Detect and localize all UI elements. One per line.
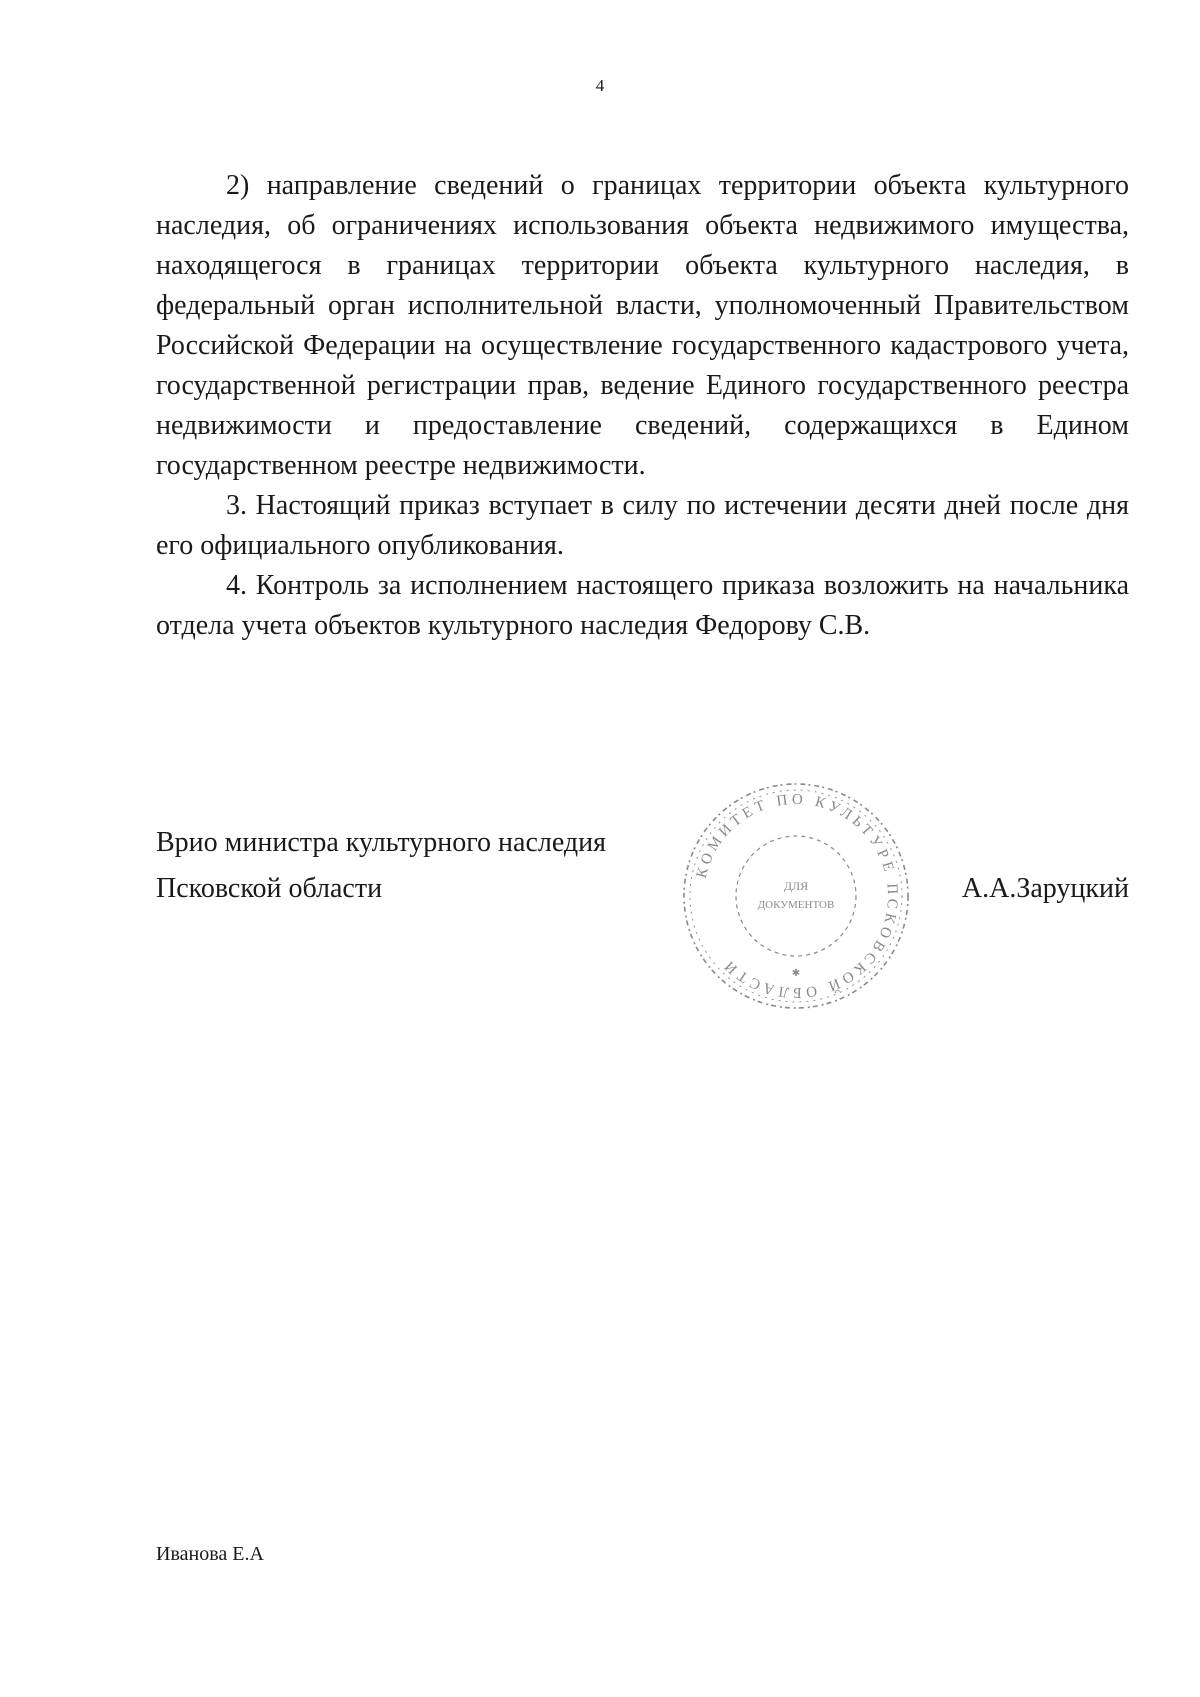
paragraph-item-2: 2) направление сведений о границах территории объекта культурного наследия, об ограничениях использования объекта недвижимого имущества, находящегося в границах территории объекта культурного наследия, в федеральный орган исполнительной власти, уполномоченный Правительством Российской Федерации на осуществление государственного кадастрового учета, государственной регистрации прав, ведение Единого государственного реестра недвижимости и предоставление сведений, содержащихся в Едином государственном реестре недвижимости. <box>156 170 1129 481</box>
signer-name: А.А.Заруцкий <box>961 873 1129 904</box>
official-seal-stamp <box>676 776 916 1016</box>
paragraph-item-4: 4. Контроль за исполнением настоящего приказа возложить на начальника отдела учета объектов культурного наследия Федорову С.В. <box>156 570 1129 641</box>
signer-position-line-1: Врио министра культурного наследия <box>156 827 607 858</box>
seal-center-line-1: ДЛЯ <box>783 879 809 893</box>
paragraph-item-3: 3. Настоящий приказ вступает в силу по истечении десяти дней после дня его официального опубликования. <box>156 490 1129 561</box>
executor-name: Иванова Е.А <box>156 1543 264 1565</box>
signature-block <box>156 820 1129 950</box>
signer-position-line-2: Псковской области <box>156 873 383 904</box>
seal-ring-text: КОМИТЕТ ПО КУЛЬТУРЕ ПСКОВСКОЙ ОБЛАСТИ <box>693 791 901 1001</box>
signer-position <box>156 820 606 912</box>
seal-center-line-2: ДОКУМЕНТОВ <box>757 899 835 911</box>
seal-star-icon: ✱ <box>791 968 801 979</box>
page-number: 4 <box>595 76 605 95</box>
document-body <box>156 166 1129 646</box>
